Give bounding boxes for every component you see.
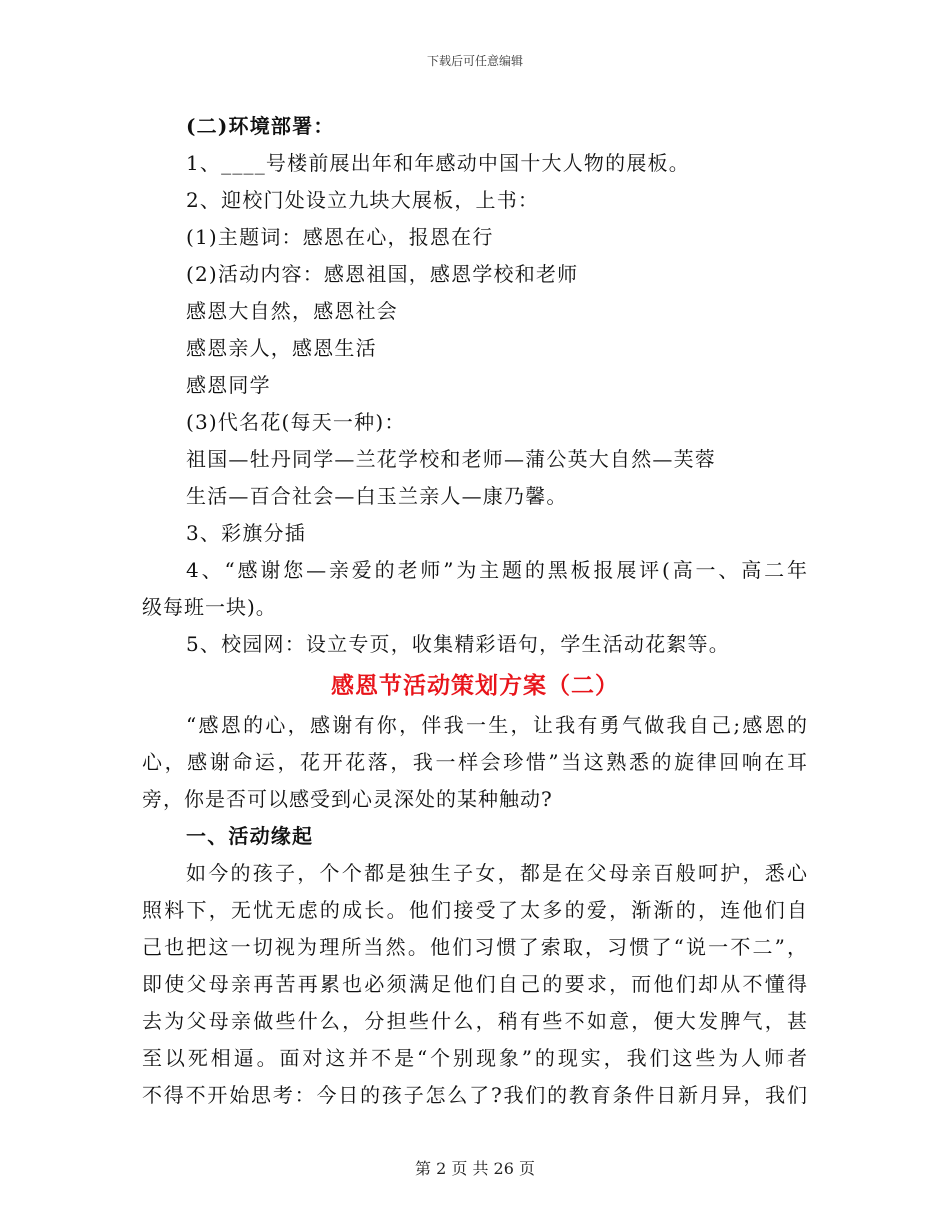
- env-item-3: 3、彩旗分插: [186, 521, 306, 545]
- env-subitem-2-cont-3: 感恩同学: [186, 373, 271, 397]
- section-one-line-5: 去为父母亲做些什么，分担些什么，稍有些不如意，便大发脾气，甚: [142, 1009, 808, 1033]
- intro-line-2: 心，感谢命运，花开花落，我一样会珍惜”当这熟悉的旋律回响在耳: [142, 750, 808, 774]
- env-item-5: 5、校园网：设立专页，收集精彩语句，学生活动花絮等。: [186, 632, 730, 656]
- env-subitem-2: (2)活动内容：感恩祖国，感恩学校和老师: [186, 262, 579, 286]
- page-header: 下载后可任意编辑: [426, 54, 523, 68]
- env-item-1: 1、____号楼前展出年和年感动中国十大人物的展板。: [186, 151, 690, 175]
- env-item-4-line-2: 级每班一块)。: [142, 595, 277, 619]
- env-subitem-1: (1)主题词：感恩在心，报恩在行: [186, 225, 494, 249]
- section-one-line-6: 至以死相逼。面对这并不是“个别现象”的现实，我们这些为人师者: [142, 1046, 808, 1070]
- env-subitem-2-cont-1: 感恩大自然，感恩社会: [186, 299, 398, 323]
- environment-heading: (二)环境部署：: [186, 114, 335, 138]
- document-body: [142, 108, 808, 1114]
- intro-line-1: “感恩的心，感谢有你，伴我一生，让我有勇气做我自己;感恩的: [186, 713, 808, 737]
- section-one-line-1: 如今的孩子，个个都是独生子女，都是在父母亲百般呵护，悉心: [186, 861, 808, 885]
- env-subitem-2-cont-2: 感恩亲人，感恩生活: [186, 336, 377, 360]
- section-one-line-2: 照料下，无忧无虑的成长。他们接受了太多的爱，渐渐的，连他们自: [142, 898, 808, 922]
- section-one-heading: 一、活动缘起: [186, 824, 314, 848]
- env-subitem-3: (3)代名花(每天一种)：: [186, 410, 406, 434]
- section-one-line-7: 不得不开始思考：今日的孩子怎么了?我们的教育条件日新月异，我们: [142, 1083, 808, 1107]
- section-one-line-3: 己也把这一切视为理所当然。他们习惯了索取，习惯了“说一不二”，: [142, 935, 808, 959]
- page-footer: 第 2 页 共 26 页: [415, 1159, 535, 1178]
- document-title: 感恩节活动策划方案（二）: [331, 672, 619, 699]
- env-item-2: 2、迎校门处设立九块大展板，上书：: [186, 188, 540, 212]
- flower-list-line-2: 生活—百合社会—白玉兰亲人—康乃馨。: [186, 484, 568, 508]
- env-item-4-line-1: 4、“感谢您—亲爱的老师”为主题的黑板报展评(高一、高二年: [186, 558, 808, 582]
- section-one-line-4: 即使父母亲再苦再累也必须满足他们自己的要求，而他们却从不懂得: [142, 972, 808, 996]
- intro-line-3: 旁，你是否可以感受到心灵深处的某种触动?: [142, 787, 553, 811]
- flower-list-line-1: 祖国—牡丹同学—兰花学校和老师—蒲公英大自然—芙蓉: [186, 447, 716, 471]
